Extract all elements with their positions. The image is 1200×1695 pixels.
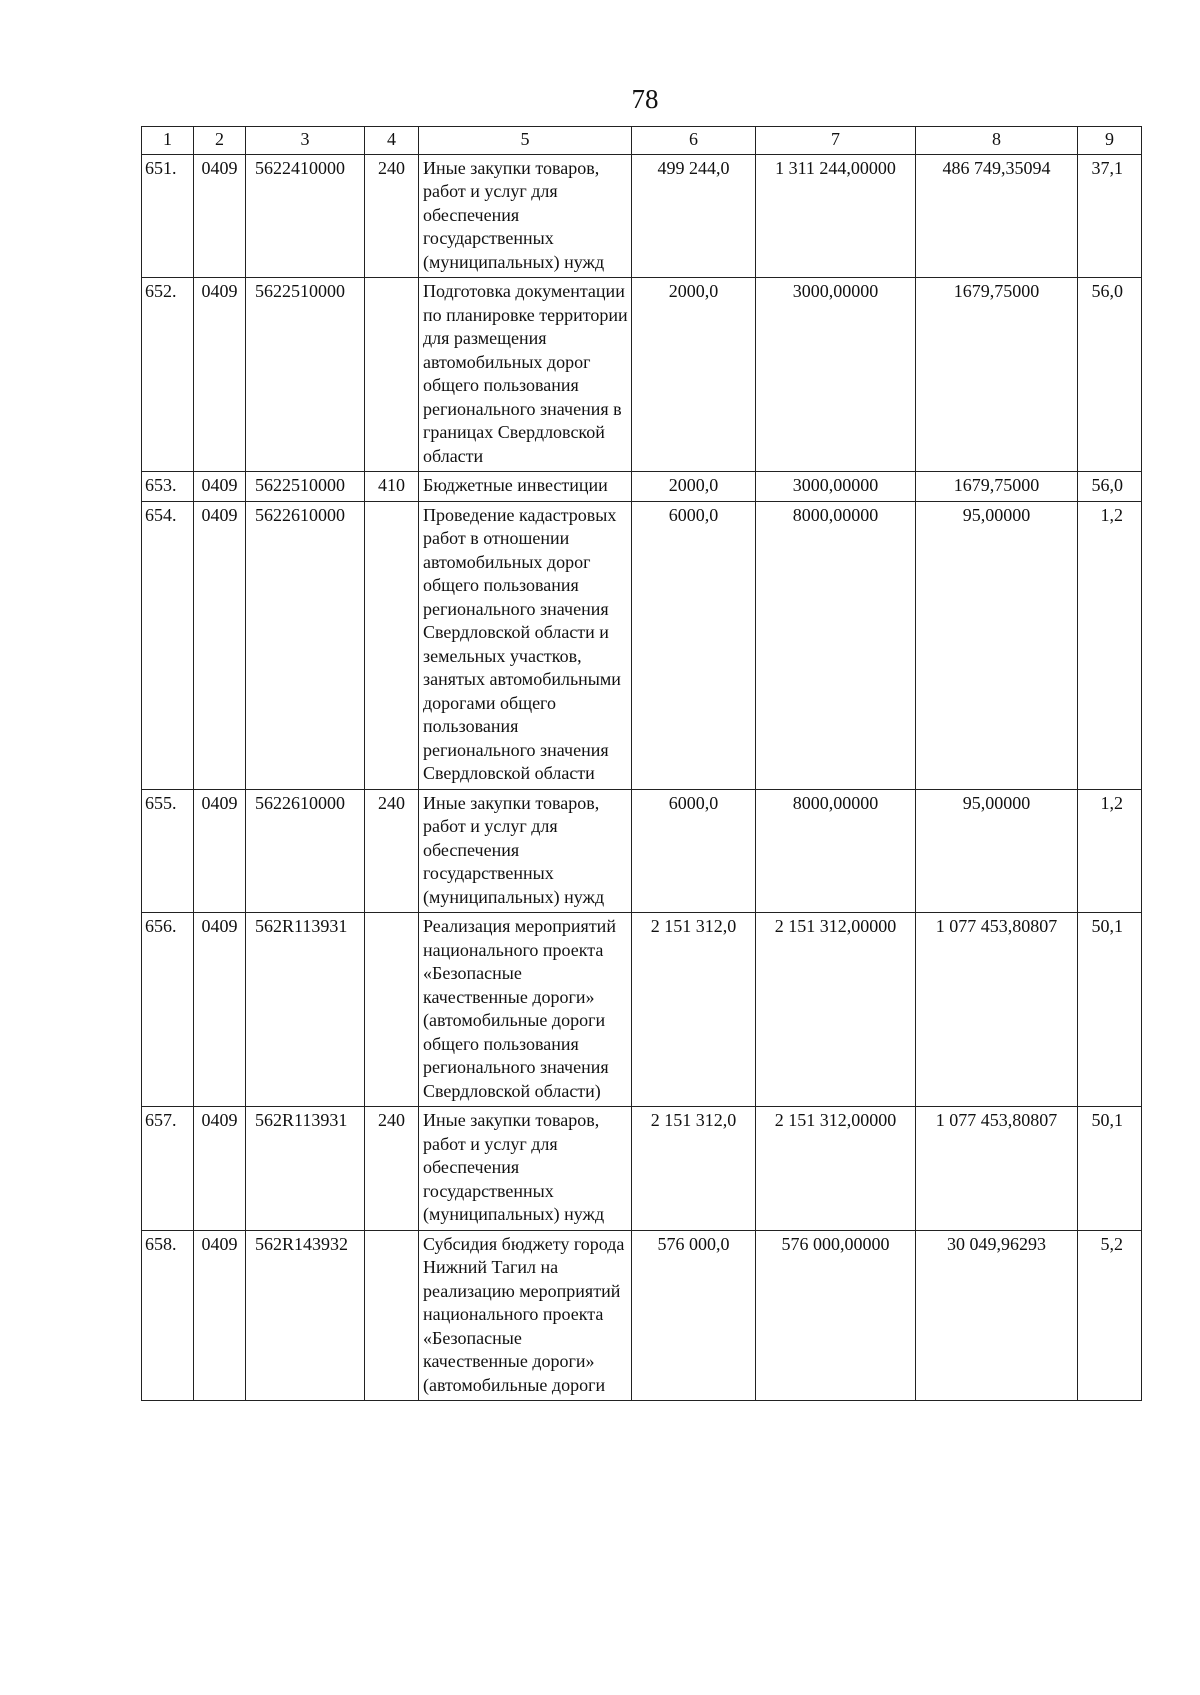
target-article-cell: 5622510000 [246,278,365,472]
expense-type-cell: 240 [365,789,419,913]
section-code-cell: 0409 [194,913,246,1107]
table-row [142,913,1142,1107]
planned-amount-cell: 2000,0 [632,278,756,472]
header-cell: 8 [916,127,1078,155]
execution-percent-cell: 56,0 [1078,472,1142,502]
refined-amount-cell: 3000,00000 [756,278,916,472]
executed-amount-cell: 1 077 453,80807 [916,1107,1078,1231]
table-row [142,278,1142,472]
section-code-cell: 0409 [194,278,246,472]
execution-percent-cell: 1,2 [1078,789,1142,913]
header-cell: 9 [1078,127,1142,155]
refined-amount-cell: 1 311 244,00000 [756,154,916,278]
table-row [142,154,1142,278]
budget-table [141,126,1142,1401]
table-row [142,472,1142,502]
item-name-cell: Бюджетные инвестиции [419,472,632,502]
item-name-cell: Иные закупки товаров, работ и услуг для обеспечения государственных (муниципальных) нужд [419,154,632,278]
item-name-cell: Субсидия бюджету города Нижний Тагил на реализацию мероприятий национального проекта «Безопасные качественные дороги» (автомобильные дороги [419,1230,632,1401]
row-number-cell: 656. [142,913,194,1107]
section-code-cell: 0409 [194,154,246,278]
row-number-cell: 651. [142,154,194,278]
row-number-cell: 652. [142,278,194,472]
refined-amount-cell: 3000,00000 [756,472,916,502]
executed-amount-cell: 1679,75000 [916,472,1078,502]
row-number-cell: 654. [142,501,194,789]
section-code-cell: 0409 [194,1230,246,1401]
target-article-cell: 562R143932 [246,1230,365,1401]
table-row [142,1230,1142,1401]
item-name-cell: Реализация мероприятий национального проекта «Безопасные качественные дороги» (автомобильные дороги общего пользования регионального значения Свердловской области) [419,913,632,1107]
target-article-cell: 5622610000 [246,501,365,789]
execution-percent-cell: 50,1 [1078,1107,1142,1231]
target-article-cell: 5622410000 [246,154,365,278]
executed-amount-cell: 30 049,96293 [916,1230,1078,1401]
table-row [142,789,1142,913]
item-name-cell: Иные закупки товаров, работ и услуг для обеспечения государственных (муниципальных) нужд [419,789,632,913]
item-name-cell: Подготовка документации по планировке территории для размещения автомобильных дорог общего пользования регионального значения в границах Свердловской области [419,278,632,472]
refined-amount-cell: 8000,00000 [756,789,916,913]
executed-amount-cell: 1679,75000 [916,278,1078,472]
row-number-cell: 657. [142,1107,194,1231]
expense-type-cell [365,501,419,789]
target-article-cell: 562R113931 [246,1107,365,1231]
header-cell: 2 [194,127,246,155]
header-cell: 1 [142,127,194,155]
planned-amount-cell: 499 244,0 [632,154,756,278]
planned-amount-cell: 6000,0 [632,501,756,789]
execution-percent-cell: 56,0 [1078,278,1142,472]
header-cell: 5 [419,127,632,155]
table-row [142,501,1142,789]
planned-amount-cell: 2 151 312,0 [632,1107,756,1231]
section-code-cell: 0409 [194,1107,246,1231]
target-article-cell: 562R113931 [246,913,365,1107]
header-cell: 7 [756,127,916,155]
execution-percent-cell: 37,1 [1078,154,1142,278]
page-number: 78 [631,84,659,114]
execution-percent-cell: 1,2 [1078,501,1142,789]
refined-amount-cell: 576 000,00000 [756,1230,916,1401]
expense-type-cell: 410 [365,472,419,502]
expense-type-cell [365,913,419,1107]
expense-type-cell: 240 [365,154,419,278]
row-number-cell: 655. [142,789,194,913]
executed-amount-cell: 1 077 453,80807 [916,913,1078,1107]
target-article-cell: 5622610000 [246,789,365,913]
executed-amount-cell: 486 749,35094 [916,154,1078,278]
row-number-cell: 658. [142,1230,194,1401]
execution-percent-cell: 5,2 [1078,1230,1142,1401]
refined-amount-cell: 2 151 312,00000 [756,913,916,1107]
execution-percent-cell: 50,1 [1078,913,1142,1107]
row-number-cell: 653. [142,472,194,502]
header-cell: 3 [246,127,365,155]
planned-amount-cell: 576 000,0 [632,1230,756,1401]
expense-type-cell [365,1230,419,1401]
section-code-cell: 0409 [194,789,246,913]
header-row [142,127,1142,155]
table-row [142,1107,1142,1231]
executed-amount-cell: 95,00000 [916,789,1078,913]
expense-type-cell: 240 [365,1107,419,1231]
expense-type-cell [365,278,419,472]
section-code-cell: 0409 [194,501,246,789]
refined-amount-cell: 8000,00000 [756,501,916,789]
section-code-cell: 0409 [194,472,246,502]
item-name-cell: Иные закупки товаров, работ и услуг для обеспечения государственных (муниципальных) нужд [419,1107,632,1231]
refined-amount-cell: 2 151 312,00000 [756,1107,916,1231]
target-article-cell: 5622510000 [246,472,365,502]
header-cell: 6 [632,127,756,155]
planned-amount-cell: 2 151 312,0 [632,913,756,1107]
item-name-cell: Проведение кадастровых работ в отношении автомобильных дорог общего пользования регионального значения Свердловской области и земельных участков, занятых автомобильными дорогами общего пользования регионального значения Свердловской области [419,501,632,789]
header-cell: 4 [365,127,419,155]
planned-amount-cell: 6000,0 [632,789,756,913]
planned-amount-cell: 2000,0 [632,472,756,502]
executed-amount-cell: 95,00000 [916,501,1078,789]
